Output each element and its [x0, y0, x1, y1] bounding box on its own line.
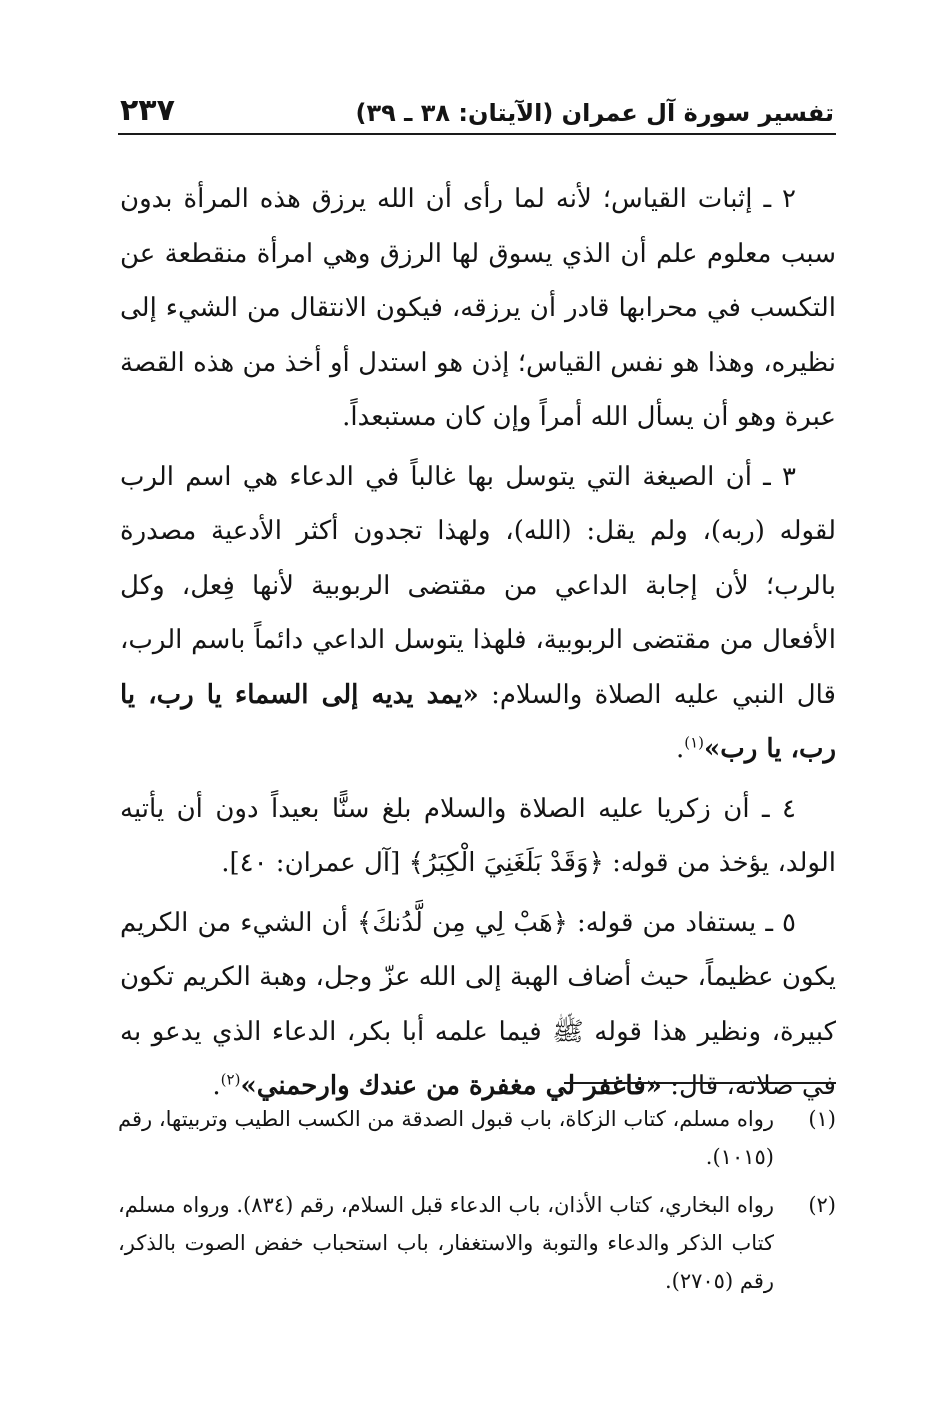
footnote-number: (١) [808, 1107, 836, 1131]
footnote-2 [118, 1186, 836, 1300]
footnotes [118, 1100, 836, 1310]
page-header [118, 93, 836, 135]
main-text [120, 172, 836, 1119]
dua-quote: «فاغفر لي مغفرة من عندك وارحمني» [240, 1071, 662, 1101]
paragraph-3-text: ٣ ـ أن الصيغة التي يتوسل بها غالباً في الدعاء هي اسم الرب لقوله (ربه)، ولم يقل: (الله)، ولهذا تجدون أكثر الأدعية مصدرة بالرب؛ لأن إجابة الداعي من مقتضى الربوبية لأنها فِعل، وكل الأفعال من مقتضى الربوبية، فلهذا يتوسل الداعي دائماً باسم الرب، قال النبي عليه الصلاة والسلام: [120, 461, 836, 710]
verse-citation: [آل عمران: ٤٠]. [221, 848, 409, 878]
paragraph-5-end: . [212, 1071, 221, 1101]
footnote-text: رواه مسلم، كتاب الزكاة، باب قبول الصدقة من الكسب الطيب وتربيتها، رقم (١٠١٥). [118, 1107, 774, 1169]
paragraph-4 [120, 782, 836, 891]
paragraph-5 [120, 896, 836, 1114]
running-title: تفسير سورة آل عمران (الآيتان: ٣٨ ـ ٣٩) [355, 99, 834, 127]
footnote-ref-1: (١) [684, 733, 705, 752]
paragraph-3-end: . [675, 734, 685, 764]
footnote-separator [564, 1082, 836, 1084]
page-number: ٢٣٧ [120, 93, 175, 128]
footnote-number: (٢) [808, 1193, 836, 1217]
footnote-1 [118, 1100, 836, 1176]
paragraph-5-text-b: أن الشيء من الكريم يكون عظيماً، حيث أضاف الهبة إلى الله عزّ وجل، وهبة الكريم تكون كبيرة، ونظير هذا قوله ﷺ فيما علمه أبا بكر، الدعاء الذي يدعو به في صلاته، قال: [120, 907, 836, 1101]
paragraph-2-text: ٢ ـ إثبات القياس؛ لأنه لما رأى أن الله يرزق هذه المرأة بدون سبب معلوم علم أن الذي يسوق لها الرزق وهي امرأة منقطعة عن التكسب في محرابها قادر أن يرزقه، فيكون الانتقال من الشيء إلى نظيره، وهذا هو نفس القياس؛ إذن هو استدل أو أخذ من هذه القصة عبرة وهو أن يسأل الله أمراً وإن كان مستبعداً. [120, 184, 836, 432]
paragraph-3 [120, 450, 836, 777]
hadith-quote: «يمد يديه إلى السماء يا رب، يا رب، يا رب» [120, 679, 836, 764]
quran-verse: ﴿هَبْ لِي مِن لَّدُنكَ﴾ [356, 907, 568, 938]
paragraph-2 [120, 172, 836, 445]
footnote-text: رواه البخاري، كتاب الأذان، باب الدعاء قبل السلام، رقم (٨٣٤). ورواه مسلم، كتاب الذكر والدعاء والتوبة والاستغفار، باب استحباب خفض الصوت بالذكر، رقم (٢٧٠٥). [118, 1193, 774, 1293]
paragraph-4-text: ٤ ـ أن زكريا عليه الصلاة والسلام بلغ سنًّا بعيداً دون أن يأتيه الولد، يؤخذ من قوله: [120, 793, 836, 878]
footnote-ref-2: (٢) [220, 1070, 241, 1089]
paragraph-5-text-a: ٥ ـ يستفاد من قوله: [567, 907, 796, 938]
quran-verse: ﴿وَقَدْ بَلَغَنِيَ الْكِبَرُ﴾ [408, 848, 604, 878]
